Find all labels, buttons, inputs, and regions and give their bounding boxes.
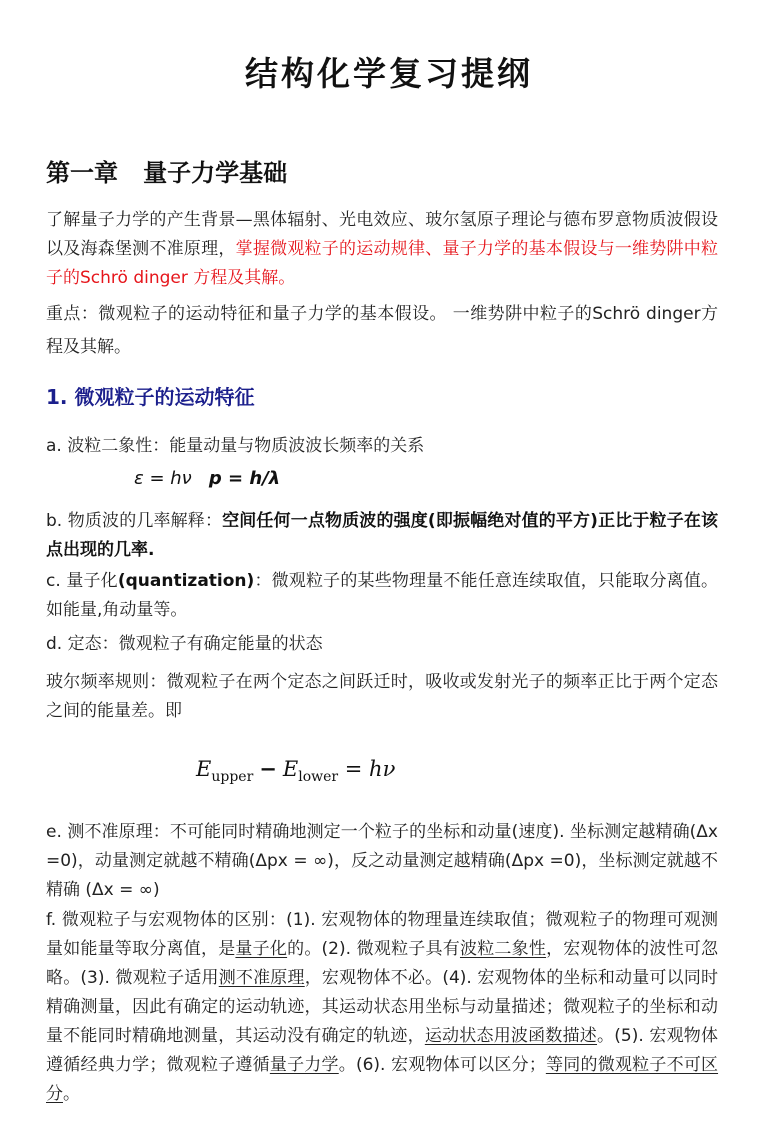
item-f-part-4: ，宏观物体不必。(4). 宏观物体的坐标和动量可以同时精确测量，因此有确定的运动轨迹，其运动状态用坐标与动量描述；微观粒子的坐标和动量不能同时精确地测量，其运动没有确定的轨迹， <box>46 968 719 1046</box>
item-a-wave-particle-duality: a. 波粒二象性：能量动量与物质波波长频率的关系 <box>46 436 425 456</box>
item-b-bold-text: 空间任何一点物质波的强度(即振幅绝对值的平方)正比于粒子在该点出现的几率. <box>46 511 718 560</box>
document-title: 结构化学复习提纲 <box>245 54 533 93</box>
upper-subscript: upper <box>211 769 254 786</box>
bohr-frequency-rule: 玻尔频率规则：微观粒子在两个定态之间跃迁时，吸收或发射光子的频率正比于两个定态之间的能量差。即 <box>46 672 718 721</box>
energy-difference-formula <box>196 756 395 785</box>
e-symbol-lower: E <box>282 757 299 781</box>
lower-subscript: lower <box>298 769 339 786</box>
item-c-term: (quantization) <box>117 571 255 591</box>
underlined-quantum-mechanics: 量子力学 <box>269 1055 339 1075</box>
momentum-relation: p = h/λ <box>208 468 281 489</box>
intro-plain-text: 了解量子力学的产生背景—黑体辐射、光电效应、玻尔氢原子理论与德布罗意物质波假设以及海森堡测不准原理， <box>46 210 718 259</box>
chapter-heading <box>46 153 287 188</box>
minus-sign: − <box>259 756 277 781</box>
e-symbol-upper: E <box>196 757 212 781</box>
section-heading: 1. 微观粒子的运动特征 <box>46 385 255 409</box>
underlined-wavefunction-description: 运动状态用波函数描述 <box>424 1026 598 1046</box>
item-f-part-2: 的。(2). 微观粒子具有 <box>287 939 460 959</box>
de-broglie-formula <box>134 468 280 489</box>
item-f-micro-vs-macro <box>46 906 718 1109</box>
intro-highlight-text: 掌握微观粒子的运动规律、量子力学的基本假设与一维势阱中粒子的Schrö dinger 方程及其解。 <box>46 239 719 288</box>
item-f-part-5: 。(5). 宏观物体遵循经典力学；微观粒子遵循 <box>46 1026 719 1075</box>
intro-paragraph <box>46 206 718 293</box>
energy-relation: ε = hν <box>134 468 192 489</box>
item-f-part-1: f. 微观粒子与宏观物体的区别：(1). 宏观物体的物理量连续取值；微观粒子的物理可观测量如能量等取分离值，是 <box>46 910 718 959</box>
chapter-number: 第一章 <box>46 158 118 187</box>
item-c-text: ：微观粒子的某些物理量不能任意连续取值，只能取分离值。如能量,角动量等。 <box>46 571 719 620</box>
key-points-paragraph: 重点：微观粒子的运动特征和量子力学的基本假设。 一维势阱中粒子的Schrö dinger方程及其解。 <box>46 304 718 357</box>
underlined-quantized: 量子化 <box>235 939 288 959</box>
formula-rhs: = hν <box>344 757 396 781</box>
item-c-quantization <box>46 567 718 625</box>
item-b-label: b. 物质波的几率解释： <box>46 511 223 531</box>
item-f-part-6: 。(6). 宏观物体可以区分； <box>338 1055 546 1075</box>
chapter-name: 量子力学基础 <box>143 158 288 187</box>
item-e-uncertainty-principle: e. 测不准原理：不可能同时精确地测定一个粒子的坐标和动量(速度). 坐标测定越精确(Δx =0)，动量测定就越不精确(Δpx = ∞)，反之动量测定越精确(Δpx =0)，坐标测定就越不精确 (Δx = ∞) <box>46 822 718 900</box>
item-b-probability-interpretation <box>46 507 718 565</box>
item-f-part-3: ，宏观物体的波性可忽略。(3). 微观粒子适用 <box>46 939 719 988</box>
item-d-stationary-state: d. 定态：微观粒子有确定能量的状态 <box>46 634 323 654</box>
underlined-uncertainty-principle: 测不准原理 <box>218 968 305 988</box>
item-c-label: c. 量子化 <box>46 571 118 591</box>
underlined-indistinguishable-particles: 等同的微观粒子不可区分 <box>46 1055 719 1104</box>
item-f-part-7: 。 <box>63 1084 80 1104</box>
underlined-wave-particle-duality: 波粒二象性 <box>459 939 547 959</box>
